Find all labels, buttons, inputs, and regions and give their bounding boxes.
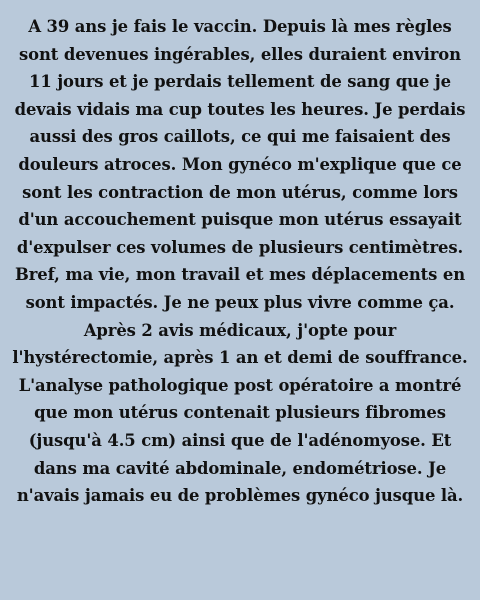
paragraph-pathology-results: L'analyse pathologique post opératoire a montré que mon utérus contenait plusieurs fibromes (jusqu'à 4.5 cm) ainsi que de l'adénomyose. Et dans ma cavité abdominale, endométriose. Je n'avais jamais eu de problèmes gynéco jusque là. bbox=[16, 375, 464, 506]
paragraph-hysterectomy-decision: Après 2 avis médicaux, j'opte pour l'hystérectomie, après 1 an et demi de souffrance. bbox=[12, 320, 468, 368]
paragraph-vaccine-symptoms: A 39 ans je fais le vaccin. Depuis là mes règles sont devenues ingérables, elles duraient environ 11 jours et je perdais tellement de sang que je devais vidais ma cup toutes les heures. Je perdais aussi des gros caillots, ce qui me faisaient des douleurs atroces. Mon gynéco m'explique que ce sont les contraction de mon utérus, comme lors d'un accouchement puisque mon utérus essayait d'expulser ces volumes de plusieurs centimètres. Bref, ma vie, mon travail et mes déplacements en sont impactés. Je ne peux plus vivre comme ça. bbox=[14, 17, 466, 312]
testimony-text bbox=[12, 13, 468, 510]
